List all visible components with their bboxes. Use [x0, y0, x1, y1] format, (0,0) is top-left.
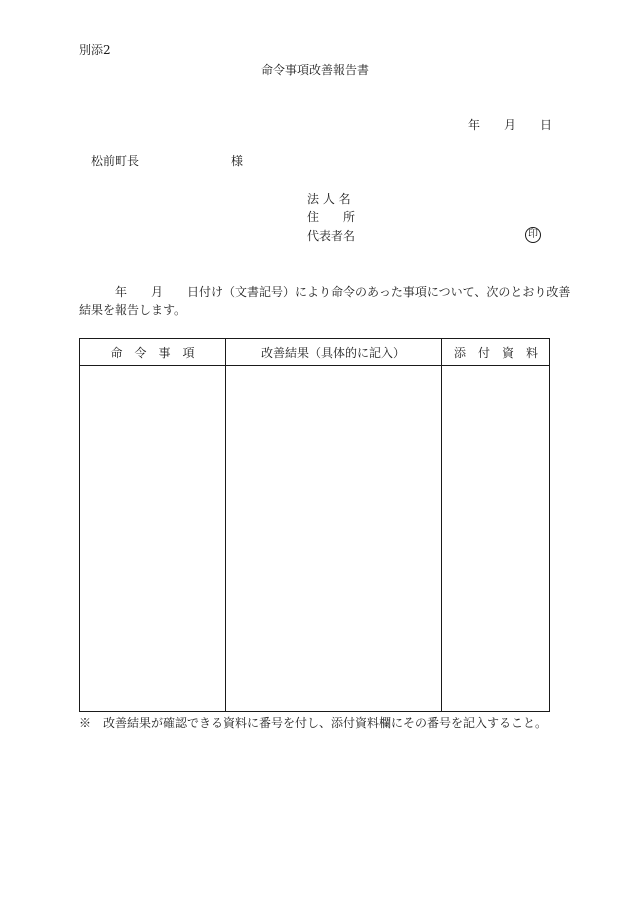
attachment-label: 別添2 [79, 43, 111, 57]
document-title: 命令事項改善報告書 [260, 63, 369, 77]
column-header-improvement-results: 改善結果（具体的に記入） [260, 346, 405, 360]
column-divider [441, 339, 442, 711]
addressee [91, 154, 244, 168]
footnote: ※ 改善結果が確認できる資料に番号を付し、添付資料欄にその番号を記入すること。 [79, 716, 548, 730]
body-text-line-2: 結果を報告します。 [79, 303, 187, 317]
representative-name-label: 代表者名 [307, 229, 356, 243]
address-label: 住 所 [307, 210, 356, 224]
date-line: 年 月 日 [468, 118, 553, 132]
corporation-name-label: 法 人 名 [307, 192, 351, 206]
header-divider [80, 365, 549, 366]
addressee-name: 松前町長 [91, 154, 140, 168]
column-header-attached-documents: 添 付 資 料 [453, 346, 538, 360]
report-table [79, 338, 550, 712]
seal-mark: 印 [525, 227, 541, 243]
column-divider [225, 339, 226, 711]
addressee-honorific: 様 [231, 154, 244, 168]
column-header-order-items: 命 令 事 項 [110, 346, 195, 360]
body-text-line-1: 年 月 日付け（文書記号）により命令のあった事項について、次のとおり改善 [115, 285, 571, 299]
